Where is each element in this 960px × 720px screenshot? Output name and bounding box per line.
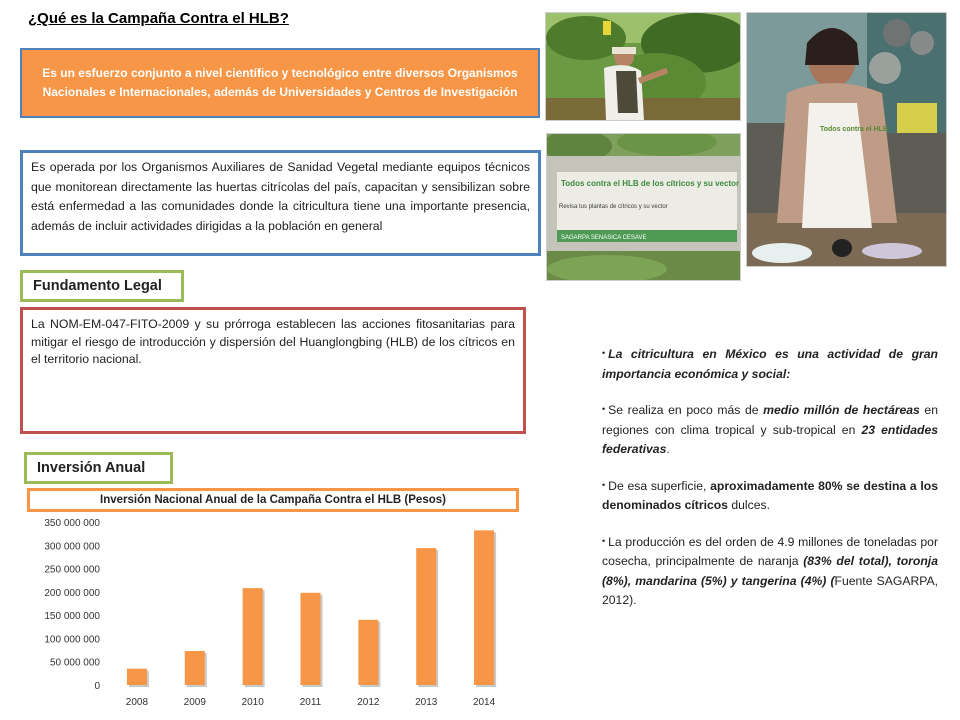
bar-2014 bbox=[474, 530, 494, 685]
fact-text: Se realiza en poco más de bbox=[608, 403, 764, 417]
photo-woman-apron bbox=[746, 12, 947, 267]
x-tick-label: 2012 bbox=[357, 697, 380, 708]
bar-2008 bbox=[127, 669, 147, 685]
fact-text: La citricultura en México es una actividad de gran importancia económica y social: bbox=[602, 347, 938, 381]
wall-text-2: Revisa tus plantas de cítricos y su vector bbox=[559, 204, 668, 210]
y-tick-label: 350 000 000 bbox=[44, 518, 100, 529]
fact-text: De esa superficie, bbox=[608, 478, 711, 493]
bar-2009 bbox=[185, 651, 205, 685]
page-title: ¿Qué es la Campaña Contra el HLB? bbox=[28, 10, 289, 27]
bullet-dot-icon: • bbox=[602, 479, 606, 490]
fact-item bbox=[602, 532, 938, 611]
photo-woman-apron-image bbox=[747, 13, 946, 266]
wall-text-1: Todos contra el HLB de los cítricos y su vector bbox=[561, 179, 740, 188]
x-tick-label: 2011 bbox=[299, 697, 322, 708]
fact-text: medio millón de hectáreas bbox=[763, 403, 920, 417]
x-tick-label: 2009 bbox=[183, 697, 206, 708]
fact-text: La producción es del orden de 4.9 millones de toneladas por cosecha, principalmente de naranja bbox=[602, 534, 938, 568]
bullet-dot-icon: • bbox=[602, 535, 606, 546]
fact-text: (83% del total), toronja (8%), mandarina (5%) y tangerina (4%) ( bbox=[602, 554, 938, 588]
photo-technician-orchard-image bbox=[546, 13, 740, 120]
y-tick-label: 300 000 000 bbox=[44, 541, 100, 553]
fact-item bbox=[602, 400, 938, 460]
y-tick-label: 200 000 000 bbox=[44, 587, 100, 599]
bar-2011 bbox=[301, 593, 321, 685]
chart-title: Inversión Nacional Anual de la Campaña Contra el HLB (Pesos) bbox=[27, 488, 519, 512]
bullet-dot-icon: • bbox=[602, 348, 606, 358]
photo-technician-orchard bbox=[545, 12, 741, 121]
wall-text-3: SAGARPA SENASICA CESAVE bbox=[561, 235, 647, 241]
y-tick-label: 100 000 000 bbox=[44, 634, 100, 646]
y-tick-label: 0 bbox=[94, 681, 100, 692]
x-tick-label: 2010 bbox=[241, 697, 264, 708]
fact-item bbox=[602, 476, 938, 516]
legal-box bbox=[20, 307, 526, 434]
x-tick-label: 2014 bbox=[472, 697, 496, 708]
fact-text: dulces. bbox=[727, 498, 770, 512]
fact-text: aproximadamente 80% se destina a los denominados cítricos bbox=[602, 478, 938, 512]
operation-box bbox=[20, 150, 541, 256]
fact-text: en regiones con clima tropical y sub-tropical en bbox=[602, 403, 938, 437]
intro-box bbox=[20, 48, 540, 118]
x-tick-label: 2008 bbox=[125, 697, 149, 708]
bar-2013 bbox=[416, 548, 436, 685]
facts-list bbox=[602, 344, 938, 611]
intro-text: Es un esfuerzo conjunto a nivel científico y tecnológico entre diversos Organismos Nacionales e Internacionales, además de Universidades y Centros de Investigación bbox=[42, 66, 518, 99]
photo-painted-wall bbox=[546, 133, 741, 281]
y-tick-label: 50 000 000 bbox=[49, 657, 100, 669]
legal-heading: Fundamento Legal bbox=[20, 270, 184, 302]
investment-heading: Inversión Anual bbox=[24, 452, 173, 484]
apron-text: Todos contra el HLB bbox=[820, 126, 888, 133]
investment-chart bbox=[18, 486, 521, 714]
fact-text: 23 entidades federativas bbox=[602, 422, 938, 456]
fact-item bbox=[602, 344, 938, 384]
legal-text: La NOM-EM-047-FITO-2009 y su prórroga establecen las acciones fitosanitarias para mitigar el riesgo de introducción y dispersión del Huanglongbing (HLB) de los cítricos en el territorio nacional. bbox=[31, 317, 515, 366]
y-tick-label: 250 000 000 bbox=[44, 564, 100, 576]
bullet-dot-icon: • bbox=[602, 404, 606, 414]
fact-text: Fuente SAGARPA, 2012). bbox=[602, 573, 938, 607]
bar-2012 bbox=[358, 620, 378, 685]
x-tick-label: 2013 bbox=[415, 697, 438, 708]
operation-text: Es operada por los Organismos Auxiliares de Sanidad Vegetal mediante equipos técnicos que monitorean directamente las huertas citrícolas del país, capacitan y sensibilizan sobre está enfermedad a las comunidades donde la citricultura tiene una importante presencia, además de incluir actividades dirigidas a la población en general bbox=[31, 160, 530, 233]
bar-2010 bbox=[243, 588, 263, 685]
y-tick-label: 150 000 000 bbox=[44, 611, 100, 623]
fact-text: . bbox=[666, 442, 670, 456]
photo-painted-wall-image bbox=[547, 134, 740, 280]
